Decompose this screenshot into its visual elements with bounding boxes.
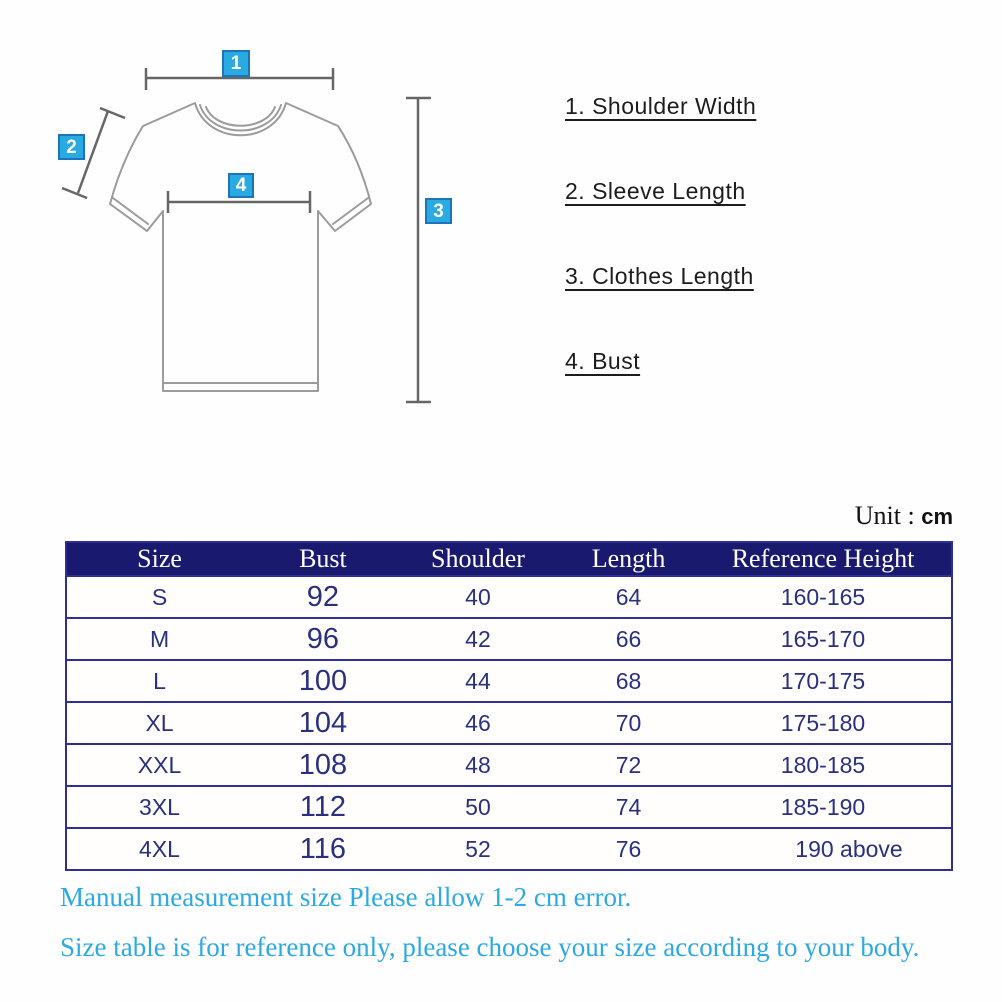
measurement-lines	[62, 68, 431, 402]
legend-bust: 4. Bust	[565, 348, 641, 374]
cell-height: 190 above	[695, 828, 952, 870]
legend-shoulder-width: 1. Shoulder Width	[565, 93, 757, 119]
cell-length: 74	[562, 786, 695, 828]
header-shoulder: Shoulder	[394, 542, 562, 576]
note-measurement-error: Manual measurement size Please allow 1-2 cm error.	[60, 882, 632, 912]
table-row-4xl	[66, 828, 952, 870]
cell-length: 64	[562, 576, 695, 618]
cell-bust: 108	[252, 744, 394, 786]
header-bust: Bust	[252, 542, 394, 576]
table-row-l	[66, 660, 952, 702]
table-row-xl	[66, 702, 952, 744]
cell-bust: 116	[252, 828, 394, 870]
cell-shoulder: 52	[394, 828, 562, 870]
cell-height: 165-170	[695, 618, 952, 660]
unit-separator: :	[907, 501, 915, 530]
cell-shoulder: 50	[394, 786, 562, 828]
cell-shoulder: 40	[394, 576, 562, 618]
cell-bust: 100	[252, 660, 394, 702]
legend-clothes-length: 3. Clothes Length	[565, 263, 754, 289]
cell-length: 76	[562, 828, 695, 870]
cell-shoulder: 44	[394, 660, 562, 702]
cell-shoulder: 48	[394, 744, 562, 786]
header-size: Size	[66, 542, 252, 576]
cell-height: 160-165	[695, 576, 952, 618]
cell-height: 180-185	[695, 744, 952, 786]
cell-size: S	[66, 576, 252, 618]
table-row-3xl	[66, 786, 952, 828]
cell-size: XXL	[66, 744, 252, 786]
cell-length: 68	[562, 660, 695, 702]
tshirt-diagram	[0, 0, 560, 440]
measure-badge-3: 3	[425, 198, 452, 224]
tshirt-outline	[110, 103, 371, 391]
header-length: Length	[562, 542, 695, 576]
cell-length: 66	[562, 618, 695, 660]
unit-word: Unit	[854, 501, 901, 530]
table-row-s	[66, 576, 952, 618]
cell-size: M	[66, 618, 252, 660]
unit-label	[855, 501, 953, 531]
cell-height: 185-190	[695, 786, 952, 828]
cell-bust: 96	[252, 618, 394, 660]
measure-badge-4: 4	[228, 173, 254, 198]
size-table	[65, 541, 953, 871]
cell-length: 70	[562, 702, 695, 744]
measure-badge-2: 2	[58, 134, 85, 160]
size-table-header	[66, 542, 952, 576]
table-row-xxl	[66, 744, 952, 786]
cell-size: 4XL	[66, 828, 252, 870]
cell-bust: 92	[252, 576, 394, 618]
header-reference-height: Reference Height	[695, 542, 952, 576]
legend-sleeve-length: 2. Sleeve Length	[565, 178, 746, 204]
cell-shoulder: 46	[394, 702, 562, 744]
cell-height: 175-180	[695, 702, 952, 744]
unit-value: cm	[921, 504, 953, 529]
cell-bust: 112	[252, 786, 394, 828]
note-size-reference: Size table is for reference only, please choose your size according to your body.	[60, 932, 920, 962]
cell-size: 3XL	[66, 786, 252, 828]
cell-size: XL	[66, 702, 252, 744]
cell-length: 72	[562, 744, 695, 786]
cell-bust: 104	[252, 702, 394, 744]
cell-size: L	[66, 660, 252, 702]
measure-badge-1: 1	[222, 50, 250, 77]
cell-height: 170-175	[695, 660, 952, 702]
table-row-m	[66, 618, 952, 660]
cell-shoulder: 42	[394, 618, 562, 660]
